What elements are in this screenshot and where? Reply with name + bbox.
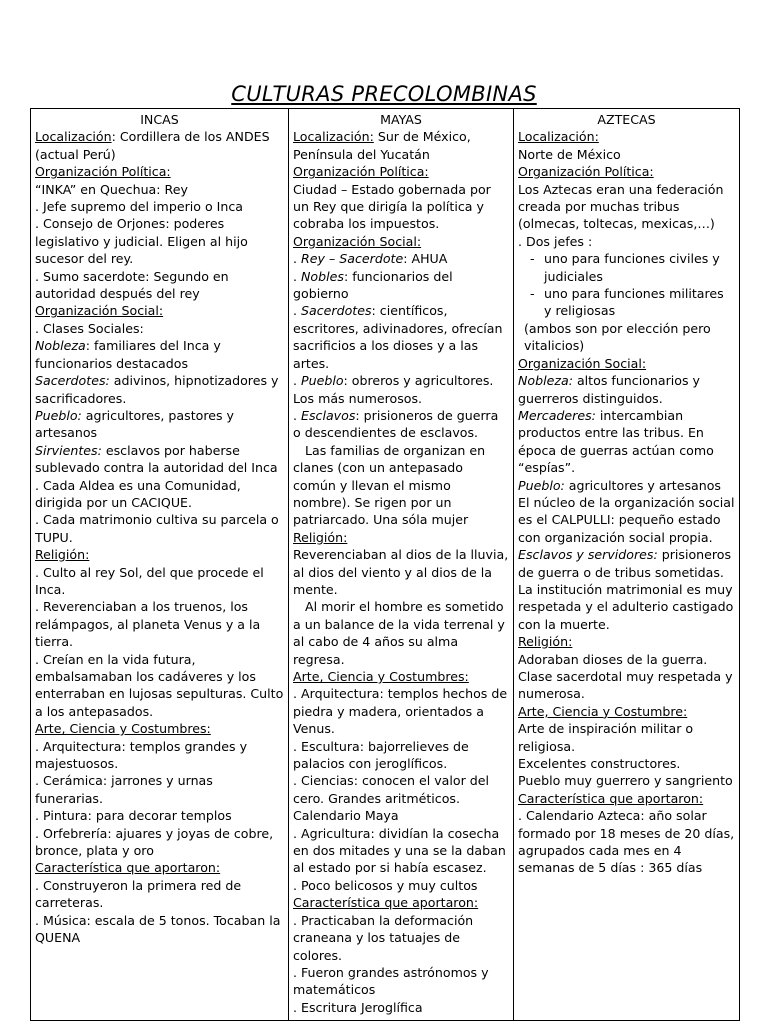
text-line bbox=[35, 511, 284, 546]
section-line bbox=[293, 668, 509, 685]
text-line bbox=[518, 407, 735, 477]
section-line bbox=[518, 355, 735, 372]
text-line bbox=[518, 181, 735, 233]
term: Rey – Sacerdote bbox=[301, 251, 404, 267]
line-text: El núcleo de la organización social es el CALPULLI: pequeño estado con organización social propia. bbox=[518, 494, 735, 545]
section-heading: Organización Social: bbox=[518, 355, 647, 371]
text-line bbox=[518, 807, 735, 877]
section-heading: Arte, Ciencia y Costumbres: bbox=[35, 721, 211, 737]
line-text: Excelentes constructores. bbox=[518, 756, 681, 772]
section-line bbox=[35, 720, 284, 737]
line-text: : funcionarios del gobierno bbox=[293, 268, 453, 302]
line-text: . Calendario Azteca: año solar formado por 18 meses de 20 días, agrupados cada mes en 4 semanas de 5 días : 365 días bbox=[518, 808, 735, 876]
section-line bbox=[293, 128, 509, 163]
section-heading: Arte, Ciencia y Costumbre: bbox=[518, 703, 688, 719]
line-text: : Cordillera de los ANDES (actual Perú) bbox=[35, 129, 270, 162]
text-line bbox=[293, 372, 509, 407]
text-line bbox=[293, 442, 509, 529]
line-text: : familiares del Inca y funcionarios destacados bbox=[35, 338, 221, 371]
line-text: La institución matrimonial es muy respetada y el adulterio castigado con la muerte. bbox=[518, 581, 734, 632]
line-text: . Culto al rey Sol, del que procede el Inca. bbox=[35, 564, 264, 597]
line-text: uno para funciones militares y religiosas bbox=[544, 286, 724, 319]
line-text: adivinos, hipnotizadores y sacrificadores. bbox=[35, 373, 279, 406]
line-text: . Cada matrimonio cultiva su parcela o TUPU. bbox=[35, 512, 279, 545]
section-heading: Arte, Ciencia y Costumbres: bbox=[293, 669, 469, 684]
term: Nobleza bbox=[35, 338, 86, 354]
section-heading: Organización Política: bbox=[293, 164, 429, 180]
text-line bbox=[293, 999, 509, 1016]
section-line bbox=[518, 703, 735, 720]
term: Sirvientes: bbox=[35, 442, 102, 458]
line-text: agricultores, pastores y artesanos bbox=[35, 407, 235, 441]
column-mayas bbox=[289, 109, 514, 1021]
line-text: . Reverenciaban a los truenos, los relámpagos, al planeta Venus y a la tierra. bbox=[35, 599, 261, 650]
line-text: . Escritura Jeroglífica bbox=[293, 999, 423, 1015]
line-text: . Dos jefes : bbox=[518, 233, 593, 249]
page-title: CULTURAS PRECOLOMBINAS bbox=[231, 82, 537, 106]
text-line bbox=[518, 720, 735, 755]
text-line bbox=[293, 546, 509, 598]
text-line bbox=[35, 912, 284, 947]
text-line bbox=[35, 564, 284, 599]
line-text: . Cerámica: jarrones y urnas funerarias. bbox=[35, 773, 213, 806]
section-line bbox=[293, 894, 509, 911]
section-heading: Localización bbox=[35, 129, 112, 145]
line-text: (ambos son por elección pero vitalicios) bbox=[524, 320, 711, 354]
line-text: . Creían en la vida futura, embalsamaban los cadáveres y los enterraban en lujosas sepulturas. Culto a los antepasados. bbox=[35, 651, 284, 719]
text-line bbox=[35, 772, 284, 807]
text-line bbox=[35, 738, 284, 773]
text-line bbox=[293, 877, 509, 894]
line-text: Norte de México bbox=[518, 146, 621, 162]
term: Nobleza: bbox=[518, 373, 573, 389]
term: Pueblo: bbox=[35, 407, 82, 423]
text-line bbox=[518, 250, 735, 285]
term: Sacerdotes: bbox=[35, 373, 110, 389]
text-line bbox=[35, 807, 284, 824]
line-text: . Pintura: para decorar templos bbox=[35, 808, 232, 824]
text-line bbox=[518, 651, 735, 668]
text-line bbox=[35, 598, 284, 650]
column-incas bbox=[31, 109, 289, 1021]
text-line bbox=[518, 772, 735, 789]
text-line bbox=[293, 407, 509, 442]
line-text: . Clases Sociales: bbox=[35, 320, 144, 336]
text-line bbox=[35, 477, 284, 512]
line-text: : científicos, escritores, adivinadores, ofrecían sacrificios a los dioses y a las artes. bbox=[293, 303, 503, 371]
line-text: . Ciencias: conocen el valor del cero. Grandes aritméticos. Calendario Maya bbox=[293, 773, 489, 824]
line-text: . Orfebrería: ajuares y joyas de cobre, bronce, plata y oro bbox=[35, 825, 274, 859]
text-line bbox=[293, 181, 509, 233]
text-line bbox=[293, 685, 509, 737]
bullet-dash: - bbox=[530, 286, 535, 302]
section-line bbox=[293, 163, 509, 180]
line-text: Los Aztecas eran una federación creada por muchas tribus (olmecas, toltecas, mexicas,…) bbox=[518, 181, 724, 232]
text-line bbox=[293, 268, 509, 303]
line-text: : AHUA bbox=[403, 251, 448, 267]
text-line bbox=[35, 181, 284, 198]
text-line bbox=[293, 598, 509, 668]
line-text: : prisioneros de guerra o descendientes de esclavos. bbox=[293, 407, 499, 441]
text-line bbox=[35, 337, 284, 372]
line-text: Ciudad – Estado gobernada por un Rey que dirigía la política y cobraba los impuestos. bbox=[293, 181, 491, 232]
line-text: . Arquitectura: templos grandes y majestuosos. bbox=[35, 738, 248, 772]
text-line bbox=[293, 825, 509, 877]
section-heading: Característica que aportaron: bbox=[35, 860, 221, 876]
column-heading: INCAS bbox=[140, 112, 179, 127]
text-line bbox=[35, 442, 284, 477]
section-heading: Organización Social: bbox=[35, 303, 164, 319]
line-prefix: . bbox=[293, 373, 302, 389]
line-text: altos funcionarios y guerreros distinguidos. bbox=[518, 373, 701, 406]
text-line bbox=[35, 198, 284, 215]
text-line bbox=[293, 302, 509, 372]
text-line bbox=[518, 546, 735, 581]
section-line bbox=[293, 529, 509, 546]
column-heading: MAYAS bbox=[380, 112, 422, 127]
text-line bbox=[35, 825, 284, 860]
line-text: Pueblo muy guerrero y sangriento bbox=[518, 773, 733, 789]
text-line bbox=[293, 738, 509, 773]
line-text: Adoraban dioses de la guerra. bbox=[518, 651, 708, 667]
bullet-dash: - bbox=[530, 251, 535, 267]
line-text: : obreros y agricultores. Los más numerosos. bbox=[293, 373, 494, 406]
section-line bbox=[35, 302, 284, 319]
line-text: . Cada Aldea es una Comunidad, dirigida por un CACIQUE. bbox=[35, 477, 241, 510]
line-text: . Poco belicosos y muy cultos bbox=[293, 877, 478, 893]
section-heading: Religión: bbox=[293, 529, 348, 545]
text-line bbox=[35, 320, 284, 337]
section-line bbox=[518, 128, 735, 145]
text-line bbox=[35, 651, 284, 721]
line-prefix: . bbox=[293, 251, 302, 267]
text-line bbox=[518, 372, 735, 407]
line-text: “INKA” en Quechua: Rey bbox=[35, 181, 188, 197]
text-line bbox=[518, 285, 735, 320]
line-text: Arte de inspiración militar o religiosa. bbox=[518, 721, 694, 754]
section-line bbox=[35, 859, 284, 876]
text-line bbox=[293, 250, 509, 267]
term: Pueblo: bbox=[518, 477, 565, 493]
section-line bbox=[518, 790, 735, 807]
text-line bbox=[35, 372, 284, 407]
text-line bbox=[518, 581, 735, 633]
text-line bbox=[518, 668, 735, 703]
section-heading: Religión: bbox=[518, 634, 573, 650]
text-line bbox=[35, 268, 284, 303]
section-heading: Organización Política: bbox=[518, 164, 654, 180]
term: Mercaderes: bbox=[518, 407, 596, 423]
section-heading: Localización: bbox=[293, 129, 374, 145]
section-line bbox=[35, 546, 284, 563]
text-line bbox=[293, 912, 509, 964]
line-text: . Música: escala de 5 tonos. Tocaban la QUENA bbox=[35, 912, 281, 946]
line-text: . Construyeron la primera red de carreteras. bbox=[35, 877, 242, 911]
line-text: . Agricultura: dividían la cosecha en dos mitades y una se la daban al estado por si había escasez. bbox=[293, 825, 506, 876]
section-line bbox=[35, 163, 284, 180]
line-text: Las familias de organizan en clanes (con un antepasado común y llevan el mismo nombre). Se rigen por un patriarcado. Una sóla mujer bbox=[293, 442, 486, 528]
text-line bbox=[293, 964, 509, 999]
text-line bbox=[35, 215, 284, 267]
term: Sacerdotes bbox=[301, 303, 372, 319]
section-line bbox=[293, 233, 509, 250]
text-line bbox=[518, 477, 735, 494]
text-line bbox=[518, 494, 735, 546]
line-text: . Fueron grandes astrónomos y matemáticos bbox=[293, 964, 489, 998]
line-text: intercambian productos entre las tribus. En época de guerras actúan como “espías”. bbox=[518, 407, 714, 476]
text-line bbox=[518, 146, 735, 163]
line-text: Sur de México, Península del Yucatán bbox=[293, 129, 471, 162]
line-text: . Consejo de Orjones: poderes legislativo y judicial. Eligen al hijo sucesor del rey. bbox=[35, 216, 248, 267]
text-line bbox=[293, 772, 509, 824]
term: Esclavos y servidores: bbox=[518, 547, 658, 563]
line-text: . Jefe supremo del imperio o Inca bbox=[35, 199, 243, 215]
line-text: Clase sacerdotal muy respetada y numerosa. bbox=[518, 669, 733, 702]
text-line bbox=[518, 233, 735, 250]
section-heading: Característica que aportaron: bbox=[518, 790, 704, 806]
table-row bbox=[31, 109, 740, 1021]
line-prefix: . bbox=[293, 303, 302, 319]
line-text: prisioneros de guerra o de tribus sometidas. bbox=[518, 547, 732, 580]
section-heading: Religión: bbox=[35, 547, 90, 563]
text-line bbox=[35, 407, 284, 442]
column-aztecas bbox=[514, 109, 740, 1021]
cultures-table bbox=[30, 108, 740, 1021]
section-line bbox=[518, 633, 735, 650]
line-prefix: . bbox=[293, 407, 302, 423]
line-text: Al morir el hombre es sometido a un balance de la vida terrenal y al cabo de 4 años su alma regresa. bbox=[293, 599, 505, 667]
text-line bbox=[518, 320, 735, 355]
section-line bbox=[35, 128, 284, 163]
term: Nobles bbox=[301, 268, 344, 284]
term: Pueblo bbox=[301, 373, 344, 389]
text-line bbox=[518, 755, 735, 772]
line-prefix: . bbox=[293, 268, 302, 284]
line-text: . Practicaban la deformación craneana y los tatuajes de colores. bbox=[293, 912, 474, 963]
line-text: . Sumo sacerdote: Segundo en autoridad después del rey bbox=[35, 268, 229, 302]
line-text: Reverenciaban al dios de la lluvia, al dios del viento y al dios de la mente. bbox=[293, 547, 509, 597]
line-text: uno para funciones civiles y judiciales bbox=[544, 251, 720, 284]
section-heading: Característica que aportaron: bbox=[293, 895, 479, 911]
line-text: . Arquitectura: templos hechos de piedra y madera, orientados a Venus. bbox=[293, 686, 508, 737]
column-heading: AZTECAS bbox=[597, 112, 656, 127]
line-text: . Escultura: bajorrelieves de palacios con jeroglíficos. bbox=[293, 738, 469, 772]
section-heading: Organización Social: bbox=[293, 233, 422, 249]
section-heading: Organización Política: bbox=[35, 164, 171, 180]
text-line bbox=[35, 877, 284, 912]
section-heading: Localización: bbox=[518, 129, 599, 145]
section-line bbox=[518, 163, 735, 180]
line-text: agricultores y artesanos bbox=[564, 477, 721, 493]
line-text: esclavos por haberse sublevado contra la autoridad del Inca bbox=[35, 442, 278, 476]
term: Esclavos bbox=[301, 407, 356, 423]
